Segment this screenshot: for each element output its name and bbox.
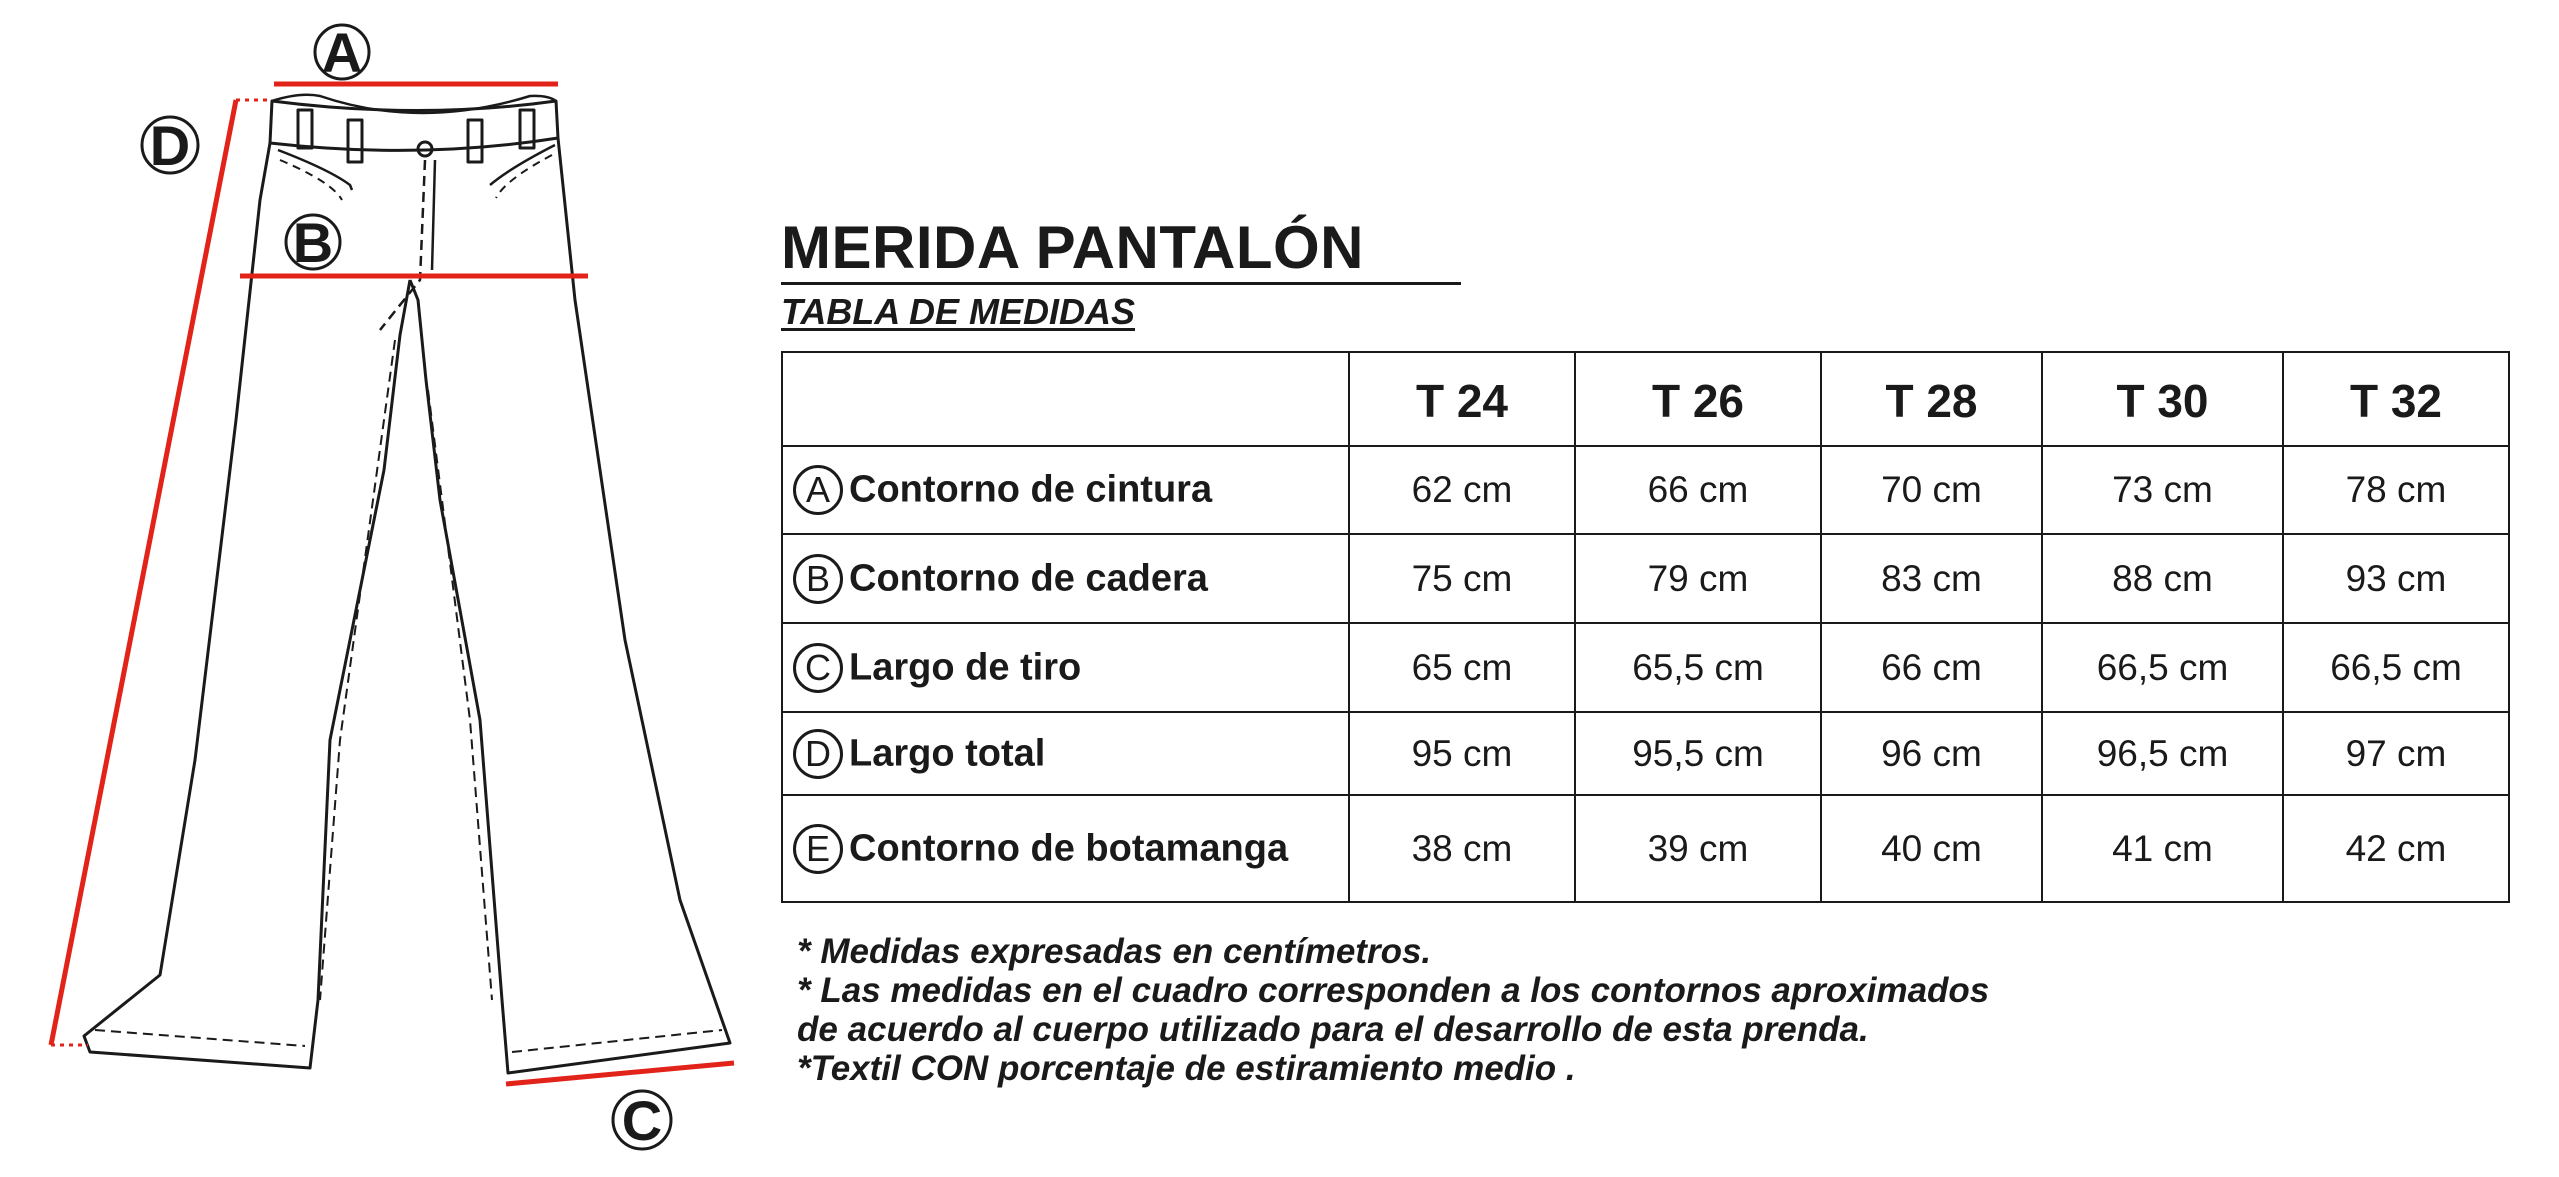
- measurement-name: Largo total: [849, 732, 1046, 774]
- page-subtitle: TABLA DE MEDIDAS: [781, 291, 1135, 332]
- value-cell: 66 cm: [1821, 623, 2042, 712]
- size-header: T 32: [2283, 352, 2509, 446]
- notes: [797, 932, 1997, 1088]
- measurement-name: Contorno de cintura: [849, 468, 1213, 511]
- size-header: T 30: [2042, 352, 2283, 446]
- value-cell: 73 cm: [2042, 446, 2283, 534]
- marker-badge: B: [793, 554, 843, 604]
- pants-outline: [84, 95, 730, 1073]
- measurement-name: Contorno de cadera: [849, 557, 1208, 599]
- value-cell: 93 cm: [2283, 534, 2509, 623]
- marker-badge: A: [793, 465, 843, 515]
- value-cell: 96,5 cm: [2042, 712, 2283, 795]
- value-cell: 65,5 cm: [1575, 623, 1821, 712]
- marker-badge: E: [793, 824, 843, 874]
- value-cell: 41 cm: [2042, 795, 2283, 902]
- value-cell: 78 cm: [2283, 446, 2509, 534]
- marker-badge: C: [793, 643, 843, 693]
- table-header-row: [782, 352, 2509, 446]
- pants-diagram: [0, 0, 760, 1177]
- value-cell: 66,5 cm: [2042, 623, 2283, 712]
- measurement-label: [782, 623, 1349, 712]
- measurement-lines: [51, 84, 734, 1084]
- hem-measure-line: [506, 1063, 734, 1084]
- marker-c: [613, 1089, 671, 1152]
- title-block: [781, 214, 1461, 333]
- value-cell: 88 cm: [2042, 534, 2283, 623]
- value-cell: 38 cm: [1349, 795, 1575, 902]
- note-line: *Textil CON porcentaje de estiramiento medio .: [797, 1049, 1576, 1088]
- value-cell: 96 cm: [1821, 712, 2042, 795]
- size-header: T 28: [1821, 352, 2042, 446]
- marker-a: [315, 21, 369, 84]
- table-row: [782, 446, 2509, 534]
- marker-b-letter: B: [292, 211, 334, 274]
- value-cell: 66 cm: [1575, 446, 1821, 534]
- value-cell: 79 cm: [1575, 534, 1821, 623]
- table-row: [782, 534, 2509, 623]
- measurement-label: [782, 534, 1349, 623]
- table-row: [782, 623, 2509, 712]
- marker-c-letter: C: [621, 1089, 663, 1152]
- marker-badge: D: [793, 729, 843, 779]
- size-table: [781, 351, 2510, 903]
- note-line: * Medidas expresadas en centímetros.: [797, 932, 1432, 971]
- marker-d-letter: D: [149, 114, 191, 177]
- length-measure-line: [51, 100, 236, 1045]
- value-cell: 42 cm: [2283, 795, 2509, 902]
- page-title: MERIDA PANTALÓN: [781, 214, 1461, 285]
- marker-a-letter: A: [321, 21, 363, 84]
- value-cell: 70 cm: [1821, 446, 2042, 534]
- value-cell: 62 cm: [1349, 446, 1575, 534]
- size-header: T 24: [1349, 352, 1575, 446]
- value-cell: 95 cm: [1349, 712, 1575, 795]
- value-cell: 75 cm: [1349, 534, 1575, 623]
- value-cell: 95,5 cm: [1575, 712, 1821, 795]
- marker-d: [142, 114, 198, 177]
- table-row: [782, 712, 2509, 795]
- value-cell: 97 cm: [2283, 712, 2509, 795]
- value-cell: 40 cm: [1821, 795, 2042, 902]
- measurement-label: [782, 795, 1349, 902]
- value-cell: 66,5 cm: [2283, 623, 2509, 712]
- value-cell: 83 cm: [1821, 534, 2042, 623]
- measurement-label: [782, 712, 1349, 795]
- measurement-label: [782, 446, 1349, 534]
- value-cell: 39 cm: [1575, 795, 1821, 902]
- table-row: [782, 795, 2509, 902]
- size-header: T 26: [1575, 352, 1821, 446]
- value-cell: 65 cm: [1349, 623, 1575, 712]
- note-line: * Las medidas en el cuadro corresponden a los contornos aproximados de acuerdo al cuerpo utilizado para el desarrollo de esta prenda.: [797, 971, 1990, 1049]
- measurement-name: Largo de tiro: [849, 646, 1082, 688]
- header-empty-cell: [782, 352, 1349, 446]
- measurement-name: Contorno de botamanga: [849, 827, 1289, 869]
- marker-b: [286, 211, 340, 274]
